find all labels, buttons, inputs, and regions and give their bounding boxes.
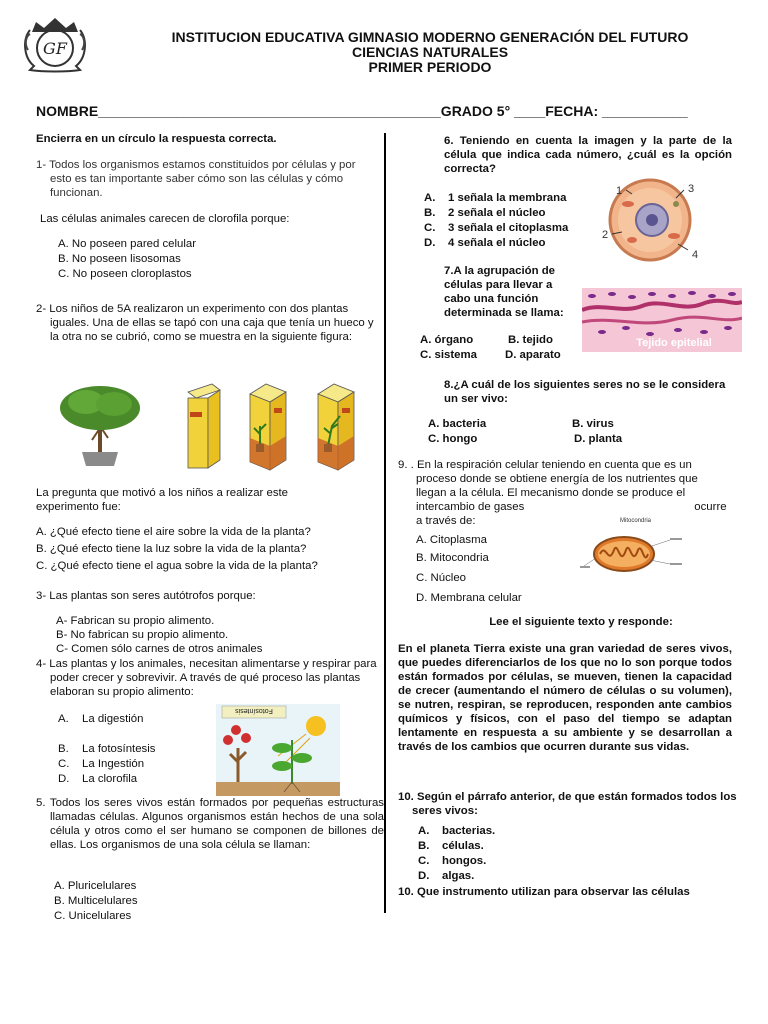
q4-text: 4- Las plantas y los animales, necesitan alimentarse y respirar para poder crecer y sobrevivir. A través de qué proceso las plantas elaboran su propio alimento: bbox=[36, 658, 377, 698]
q10a-text: 10. Según el párrafo anterior, de que están formados todos los seres vivos: bbox=[398, 791, 737, 817]
school-name: INSTITUCION EDUCATIVA GIMNASIO MODERNO GENERACIÓN DEL FUTURO bbox=[171, 29, 689, 45]
q2-option-b[interactable]: B. ¿Qué efecto tiene la luz sobre la vida de la planta? bbox=[36, 543, 307, 555]
q7-option-b[interactable]: B. tejido bbox=[508, 334, 553, 346]
svg-text:2: 2 bbox=[602, 229, 609, 241]
q5-text: 5. Todos los seres vivos están formados por pequeñas estructuras llamadas células. Algunos organismos están hechos de una sola célula y otros como el ser humano se componen de billones de ellas. Los organismos de una sola célula se llaman: bbox=[36, 797, 384, 851]
svg-text:4: 4 bbox=[692, 249, 699, 261]
subject-title: CIENCIAS NATURALES bbox=[351, 44, 509, 60]
q3-option-a[interactable]: A- Fabrican su propio alimento. bbox=[56, 615, 215, 627]
q3-option-b[interactable]: B- No fabrican su propio alimento. bbox=[56, 629, 229, 641]
svg-text:Mitocondria: Mitocondria bbox=[620, 518, 652, 524]
q2-option-a[interactable]: A. ¿Qué efecto tiene el aire sobre la vida de la planta? bbox=[36, 526, 311, 538]
q3-option-c[interactable]: C- Comen sólo carnes de otros animales bbox=[56, 643, 263, 655]
svg-text:1: 1 bbox=[616, 185, 623, 197]
mitochondria-image bbox=[580, 510, 686, 588]
q6-option-a[interactable]: A. 1 señala la membrana bbox=[424, 192, 567, 204]
q10a-option-c[interactable]: C. hongos. bbox=[418, 855, 487, 867]
q2-text: 2- Los niños de 5A realizaron un experimento con dos plantas iguales. Una de ellas se tapó con una caja que tenía un hueco y la otra no se cubrió, como se muestra en la siguiente figura: bbox=[36, 303, 374, 343]
q1-option-a[interactable]: A. No poseen pared celular bbox=[58, 238, 197, 250]
q9-option-b[interactable]: B. Mitocondria bbox=[416, 552, 489, 564]
q2-prompt: La pregunta que motivó a los niños a realizar este experimento fue: bbox=[36, 487, 289, 513]
plant-experiment-image bbox=[36, 378, 376, 474]
epithelial-tissue-image bbox=[582, 288, 742, 352]
q4-option-d[interactable]: D. La clorofila bbox=[58, 773, 138, 785]
q8-option-b[interactable]: B. virus bbox=[572, 418, 614, 430]
q10a-option-a[interactable]: A. bacterias. bbox=[418, 825, 496, 837]
q7-text: 7.A la agrupación de células para llevar a cabo una función determinada se llama: bbox=[444, 265, 564, 319]
svg-text:3: 3 bbox=[688, 183, 695, 195]
q9-option-c[interactable]: C. Núcleo bbox=[416, 572, 467, 584]
q5-option-b[interactable]: B. Multicelulares bbox=[54, 895, 138, 907]
period-title: PRIMER PERIODO bbox=[368, 59, 492, 75]
q10b-text: 10. Que instrumento utilizan para observar las células bbox=[398, 886, 690, 898]
svg-text:Fotosíntesis: Fotosíntesis bbox=[235, 707, 273, 714]
q7-option-c[interactable]: C. sistema bbox=[420, 349, 477, 361]
svg-text:Tejido epitelial: Tejido epitelial bbox=[636, 337, 712, 349]
q9-option-d[interactable]: D. Membrana celular bbox=[416, 592, 522, 604]
q6-option-d[interactable]: D. 4 señala el núcleo bbox=[424, 237, 546, 249]
q8-text: 8.¿A cuál de los siguientes seres no se le considera un ser vivo: bbox=[444, 379, 726, 405]
q1-prompt: Las células animales carecen de clorofila porque: bbox=[40, 213, 290, 225]
q7-option-a[interactable]: A. órgano bbox=[420, 334, 474, 346]
column-divider bbox=[384, 133, 386, 913]
instruction-text: Encierra en un círculo la respuesta correcta. bbox=[36, 133, 277, 145]
q8-option-c[interactable]: C. hongo bbox=[428, 433, 478, 445]
q2-option-c[interactable]: C. ¿Qué efecto tiene el agua sobre la vida de la planta? bbox=[36, 560, 318, 572]
q8-option-a[interactable]: A. bacteria bbox=[428, 418, 487, 430]
q5-option-c[interactable]: C. Unicelulares bbox=[54, 910, 132, 922]
reading-title: Lee el siguiente texto y responde: bbox=[489, 616, 673, 628]
q1-option-c[interactable]: C. No poseen cloroplastos bbox=[58, 268, 192, 280]
q1-option-b[interactable]: B. No poseen lisosomas bbox=[58, 253, 181, 265]
student-info-line[interactable]: NOMBRE____________________________________________GRADO 5° ____FECHA: ___________ bbox=[36, 103, 688, 119]
school-logo-icon bbox=[22, 10, 88, 76]
q10a-option-d[interactable]: D. algas. bbox=[418, 870, 475, 882]
q10a-option-b[interactable]: B. células. bbox=[418, 840, 484, 852]
q9-option-a[interactable]: A. Citoplasma bbox=[416, 534, 487, 546]
q8-option-d[interactable]: D. planta bbox=[574, 433, 623, 445]
q4-option-c[interactable]: C. La Ingestión bbox=[58, 758, 145, 770]
q4-option-b[interactable]: B. La fotosíntesis bbox=[58, 743, 156, 755]
q4-option-a[interactable]: A. La digestión bbox=[58, 713, 144, 725]
q9-text: 9. . En la respiración celular teniendo en cuenta que es un proceso donde se obtiene energía de los nutrientes que llegan a la célula. El mecanismo donde se produce el intercambio de gases ocurre a través de: bbox=[398, 459, 727, 527]
reading-text: En el planeta Tierra existe una gran variedad de seres vivos, que puedes diferenciarlos de los que no lo son porque todos están formados por células, se mueven, tienen la capacidad de crecer (aumentando el número de células o su volumen), se nutren, respiran, se reproducen, responden ante cambios químicos y físicos, con el paso del tiempo se adaptan lentamente en respuesta a su ambiente y se desarrollan a través de los cambios que ocurren durante sus vidas. bbox=[398, 643, 732, 753]
animal-cell-image bbox=[592, 174, 712, 266]
document-header bbox=[130, 30, 730, 75]
q6-text: 6. Teniendo en cuenta la imagen y la parte de la célula que indica cada número, ¿cuál es la opción correcta? bbox=[444, 135, 732, 175]
q6-option-c[interactable]: C. 3 señala el citoplasma bbox=[424, 222, 569, 234]
svg-text:GF: GF bbox=[43, 39, 67, 58]
photosynthesis-image bbox=[216, 704, 340, 796]
q1-text: 1- Todos los organismos estamos constituidos por células y por esto es tan importante saber cómo son las células y cómo funcionan. bbox=[36, 159, 356, 199]
q3-text: 3- Las plantas son seres autótrofos porque: bbox=[36, 590, 256, 602]
q7-option-d[interactable]: D. aparato bbox=[505, 349, 561, 361]
q5-option-a[interactable]: A. Pluricelulares bbox=[54, 880, 137, 892]
q6-option-b[interactable]: B. 2 señala el núcleo bbox=[424, 207, 546, 219]
